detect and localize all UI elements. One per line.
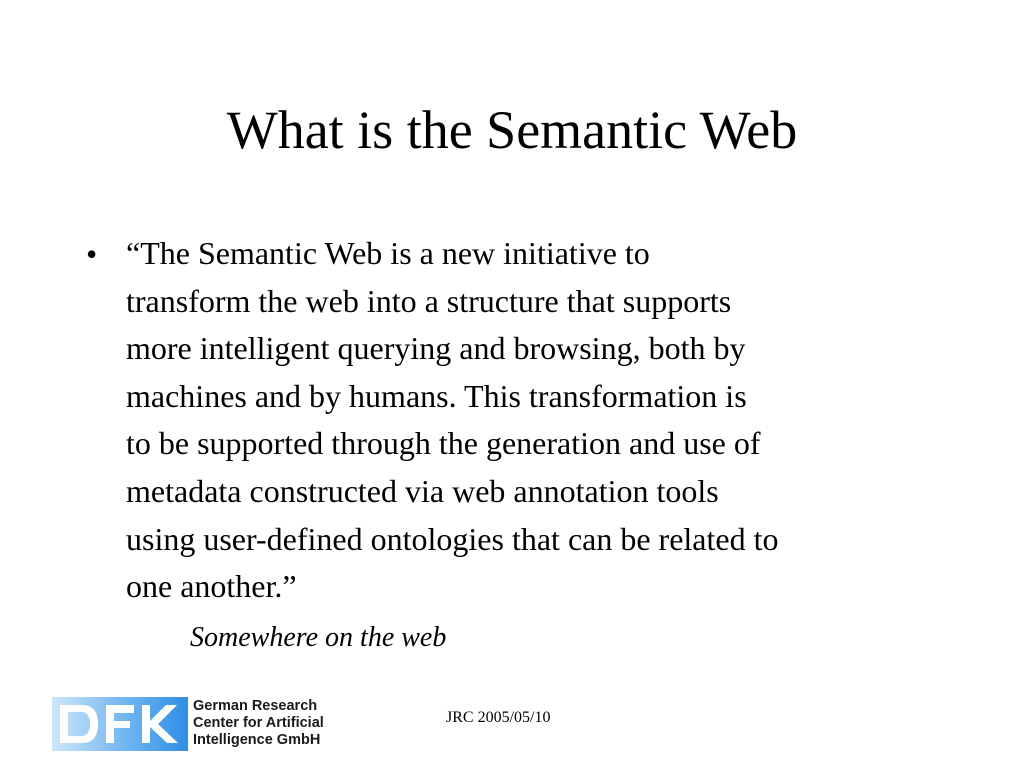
- logo-text-line: German Research: [193, 698, 318, 714]
- dfki-logo: [52, 697, 342, 753]
- quote-line: one another.”: [126, 568, 297, 605]
- dfki-logo-text: [193, 698, 324, 749]
- quote-line: transform the web into a structure that supports: [126, 282, 732, 319]
- logo-text-line: Center for Artificial: [193, 715, 324, 731]
- quote-line: more intelligent querying and browsing, both by: [126, 330, 746, 367]
- quote-line: to be supported through the generation and use of: [126, 425, 761, 462]
- logo-text-line: Intelligence GmbH: [193, 732, 321, 748]
- quote-line: “The Semantic Web is a new initiative to: [126, 235, 650, 271]
- slide-title: What is the Semantic Web: [226, 100, 798, 160]
- quote-line: metadata constructed via web annotation tools: [126, 472, 719, 509]
- bullet-marker: •: [86, 236, 98, 272]
- quote-line: machines and by humans. This transformation is: [126, 377, 747, 414]
- footer-date-label: JRC 2005/05/10: [446, 709, 551, 726]
- quote-text: [126, 230, 966, 611]
- quote-line: using user-defined ontologies that can be related to: [126, 520, 779, 557]
- quote-attribution: Somewhere on the web: [190, 622, 447, 653]
- dfki-logo-mark: [52, 697, 188, 751]
